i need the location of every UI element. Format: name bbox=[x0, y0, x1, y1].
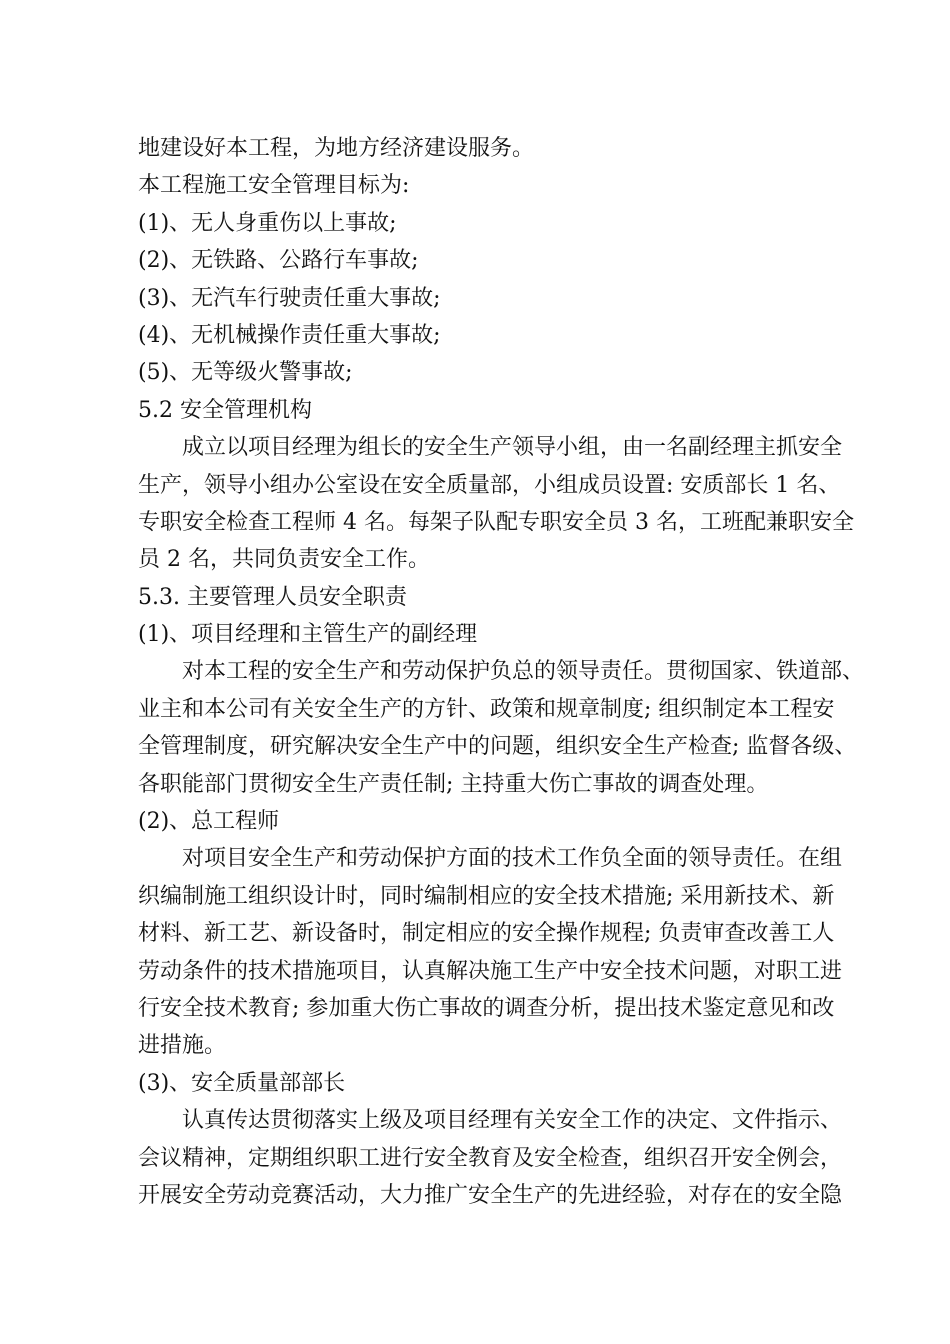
paragraph-line: 员 2 名，共同负责安全工作。 bbox=[138, 547, 430, 573]
subsection-heading: (3)、安全质量部部长 bbox=[138, 1070, 346, 1096]
paragraph-line: 生产，领导小组办公室设在安全质量部，小组成员设置: 安质部长 1 名、 bbox=[138, 472, 841, 498]
document-body bbox=[138, 130, 865, 1214]
text-line: 本工程施工安全管理目标为: bbox=[138, 173, 410, 199]
paragraph-line: 进措施。 bbox=[138, 1033, 227, 1059]
paragraph-line: 行安全技术教育; 参加重大伤亡事故的调查分析，提出技术鉴定意见和改 bbox=[138, 995, 835, 1021]
paragraph-line: 材料、新工艺、新设备时，制定相应的安全操作规程; 负责审查改善工人 bbox=[138, 921, 835, 947]
subsection-heading: (1)、项目经理和主管生产的副经理 bbox=[138, 622, 478, 648]
paragraph-line: 业主和本公司有关安全生产的方针、政策和规章制度; 组织制定本工程安 bbox=[138, 696, 835, 722]
text-line: 地建设好本工程，为地方经济建设服务。 bbox=[138, 136, 535, 161]
list-item: (2)、无铁路、公路行车事故; bbox=[138, 248, 419, 274]
paragraph-line: 认真传达贯彻落实上级及项目经理有关安全工作的决定、文件指示、 bbox=[182, 1108, 843, 1134]
section-heading: 5.2 安全管理机构 bbox=[138, 397, 312, 423]
list-item: (4)、无机械操作责任重大事故; bbox=[138, 322, 441, 348]
list-item: (3)、无汽车行驶责任重大事故; bbox=[138, 285, 441, 311]
list-item: (5)、无等级火警事故; bbox=[138, 360, 353, 386]
list-item: (1)、无人身重伤以上事故; bbox=[138, 210, 397, 236]
paragraph-line: 对本工程的安全生产和劳动保护负总的领导责任。贯彻国家、铁道部、 bbox=[182, 659, 865, 685]
paragraph-line: 会议精神，定期组织职工进行安全教育及安全检查，组织召开安全例会， bbox=[138, 1145, 843, 1171]
paragraph-line: 各职能部门贯彻安全生产责任制; 主持重大伤亡事故的调查处理。 bbox=[138, 771, 769, 797]
paragraph-line: 全管理制度，研究解决安全生产中的问题，组织安全生产检查; 监督各级、 bbox=[138, 734, 857, 760]
subsection-heading: (2)、总工程师 bbox=[138, 809, 280, 835]
paragraph-line: 对项目安全生产和劳动保护方面的技术工作负全面的领导责任。在组 bbox=[182, 846, 843, 872]
paragraph-line: 成立以项目经理为组长的安全生产领导小组，由一名副经理主抓安全 bbox=[182, 435, 843, 461]
paragraph-line: 劳动条件的技术措施项目，认真解决施工生产中安全技术问题，对职工进 bbox=[138, 958, 843, 984]
paragraph-line: 开展安全劳动竞赛活动，大力推广安全生产的先进经验，对存在的安全隐 bbox=[138, 1182, 843, 1208]
paragraph-line: 专职安全检查工程师 4 名。每架子队配专职安全员 3 名，工班配兼职安全 bbox=[138, 509, 854, 535]
paragraph-line: 织编制施工组织设计时，同时编制相应的安全技术措施; 采用新技术、新 bbox=[138, 883, 835, 909]
section-heading: 5.3. 主要管理人员安全职责 bbox=[138, 584, 407, 610]
